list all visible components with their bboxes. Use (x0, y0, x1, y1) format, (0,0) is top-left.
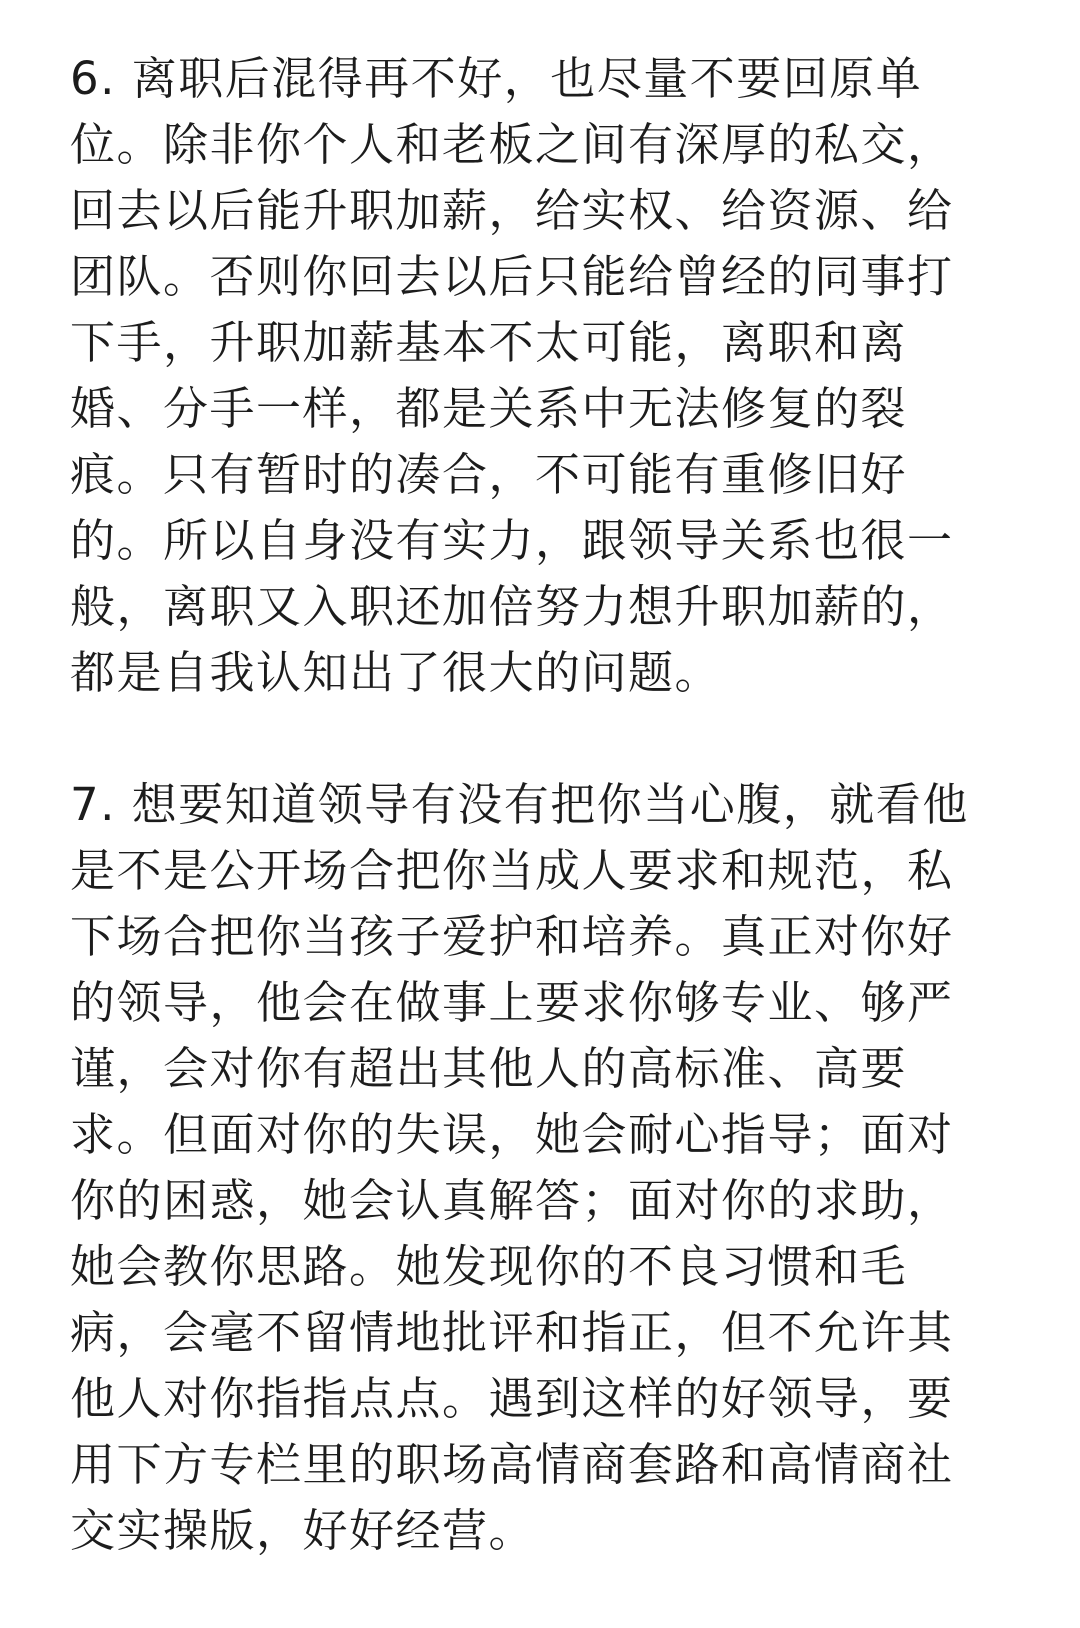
text-line: 她会教你思路。她发现你的不良习惯和毛 (70, 1240, 908, 1293)
text-line: 的领导，他会在做事上要求你够专业、够严 (70, 976, 954, 1029)
text-line: 7. 想要知道领导有没有把你当心腹，就看他 (70, 778, 969, 831)
text-line: 是不是公开场合把你当成人要求和规范，私 (70, 844, 954, 897)
paragraph-7 (70, 772, 970, 1564)
text-line: 你的困惑，她会认真解答；面对你的求助， (70, 1174, 954, 1227)
text-line: 下手，升职加薪基本不太可能，离职和离 (70, 316, 908, 369)
text-line: 团队。否则你回去以后只能给曾经的同事打 (70, 250, 954, 303)
text-line: 交实操版，好好经营。 (70, 1504, 536, 1557)
paragraph-spacer (70, 706, 970, 772)
article-body (70, 46, 970, 1564)
text-line: 婚、分手一样，都是关系中无法修复的裂 (70, 382, 908, 435)
text-line: 下场合把你当孩子爱护和培养。真正对你好 (70, 910, 954, 963)
text-line: 谨，会对你有超出其他人的高标准、高要 (70, 1042, 908, 1095)
text-line: 般，离职又入职还加倍努力想升职加薪的， (70, 580, 954, 633)
text-line: 6. 离职后混得再不好，也尽量不要回原单 (70, 52, 923, 105)
paragraph-6 (70, 46, 970, 706)
text-line: 回去以后能升职加薪，给实权、给资源、给 (70, 184, 954, 237)
text-line: 位。除非你个人和老板之间有深厚的私交， (70, 118, 954, 171)
text-line: 求。但面对你的失误，她会耐心指导；面对 (70, 1108, 954, 1161)
text-line: 都是自我认知出了很大的问题。 (70, 646, 722, 699)
text-line: 他人对你指指点点。遇到这样的好领导，要 (70, 1372, 954, 1425)
text-line: 病，会毫不留情地批评和指正，但不允许其 (70, 1306, 954, 1359)
text-line: 痕。只有暂时的凑合，不可能有重修旧好 (70, 448, 908, 501)
text-line: 用下方专栏里的职场高情商套路和高情商社 (70, 1438, 954, 1491)
text-line: 的。所以自身没有实力，跟领导关系也很一 (70, 514, 954, 567)
